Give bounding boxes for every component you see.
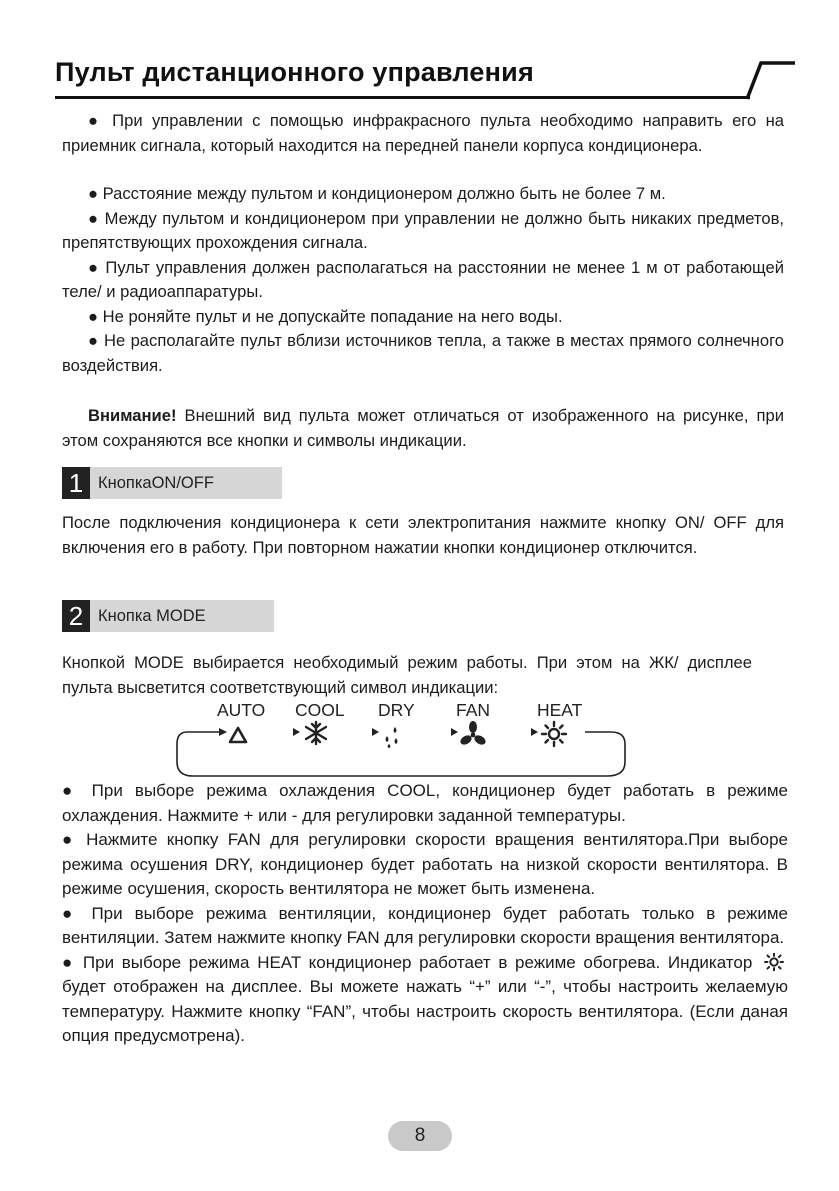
title-corner-decoration [745, 60, 795, 100]
drops-icon [386, 727, 398, 748]
bullet-fan-dry: ● Нажмите кнопку FAN для регулировки скорости вращения вентилятора.При выборе режима осушения DRY, кондиционер будет работать на низкой скорости вентилятора. В режиме осушения, скорость вентилятора не может быть изменена. [62, 830, 788, 898]
intro-paragraph: ● Не роняйте пульт и не допускайте попадание на него воды. [88, 306, 563, 326]
intro-paragraph: ● Расстояние между пультом и кондиционером должно быть не более 7 м. [88, 184, 666, 203]
mode-auto-label: AUTO [217, 700, 266, 720]
section-2-text: Кнопкой MODE выбирается необходимый режим работы. При этом на ЖК/ дисплее пульта высветится соответствующий символ индикации: [62, 653, 752, 697]
intro-paragraph: ● Пульт управления должен располагаться на расстоянии не менее 1 м от работающей теле/ и радиоаппаратуры. [62, 257, 784, 301]
cycle-arrow-head [219, 728, 227, 736]
section-1-text: После подключения кондиционера к сети электропитания нажмите кнопку ON/ OFF для включения его в работу. При повторном нажатии кнопки кондиционер отключится. [62, 513, 784, 557]
mode-fan-label: FAN [456, 700, 491, 720]
bullet-heat-start: ● При выборе режима HEAT кондиционер работает в режиме обогрева. Индикатор [62, 952, 753, 972]
warning-text: Внешний вид пульта может отличаться от изображенного на рисунке, при этом сохраняются все кнопки и символы индикации. [62, 406, 784, 450]
sun-icon [542, 722, 566, 746]
pointer-dry [372, 728, 379, 736]
snowflake-icon [306, 722, 326, 744]
pointer-cool [293, 728, 300, 736]
intro-paragraph: ● Между пультом и кондиционером при управлении не должно быть никаких предметов, препятствующих прохождения сигнала. [62, 208, 784, 252]
pointer-fan [451, 728, 458, 736]
section-1-label: КнопкаON/OFF [90, 467, 282, 499]
page-title: Пульт дистанционного управления [55, 57, 534, 87]
mode-cool-label: COOL [295, 700, 345, 720]
section-2-number: 2 [62, 600, 90, 632]
section-1-heading [62, 467, 282, 499]
fan-icon [459, 721, 487, 746]
page-number: 8 [388, 1121, 452, 1151]
intro-paragraph: ● При управлении с помощью инфракрасного пульта необходимо направить его на приемник сигнала, который находится на передней панели корпуса кондиционера. [62, 111, 784, 155]
section-1-number: 1 [62, 467, 90, 499]
warning-label: Внимание! [88, 406, 177, 425]
mode-heat-label: HEAT [537, 700, 583, 720]
intro-paragraph: ● Не располагайте пульт вблизи источников тепла, а также в местах прямого солнечного воздействия. [62, 331, 784, 375]
intro-block [62, 109, 784, 378]
mode-bullets [62, 779, 788, 1049]
mode-cycle-diagram [175, 700, 630, 780]
section-2-label: Кнопка MODE [90, 600, 274, 632]
pointer-heat [531, 728, 538, 736]
bullet-cool: ● При выборе режима охлаждения COOL, кондиционер будет работать в режиме охлаждения. Нажмите + или - для регулировки заданной температуры. [62, 781, 788, 825]
mode-dry-label: DRY [378, 700, 415, 720]
title-underline [55, 96, 750, 99]
mode-cycle-arrows [175, 700, 630, 780]
warning-note [62, 404, 784, 453]
section-2-heading [62, 600, 274, 632]
auto-icon [230, 728, 246, 742]
sun-icon [764, 953, 784, 971]
bullet-heat [62, 951, 788, 1049]
bullet-heat-end: будет отображен на дисплее. Вы можете нажать “+” или “-”, чтобы настроить желаемую температуру. Нажмите кнопку “FAN”, чтобы настроить скорость вентилятора. (Если даная опция предусмотрена). [62, 977, 788, 1045]
bullet-fan-mode: ● При выборе режима вентиляции, кондиционер будет работать только в режиме вентиляции. Затем нажмите кнопку FAN для регулировки скорости вращения вентилятора. [62, 903, 788, 947]
